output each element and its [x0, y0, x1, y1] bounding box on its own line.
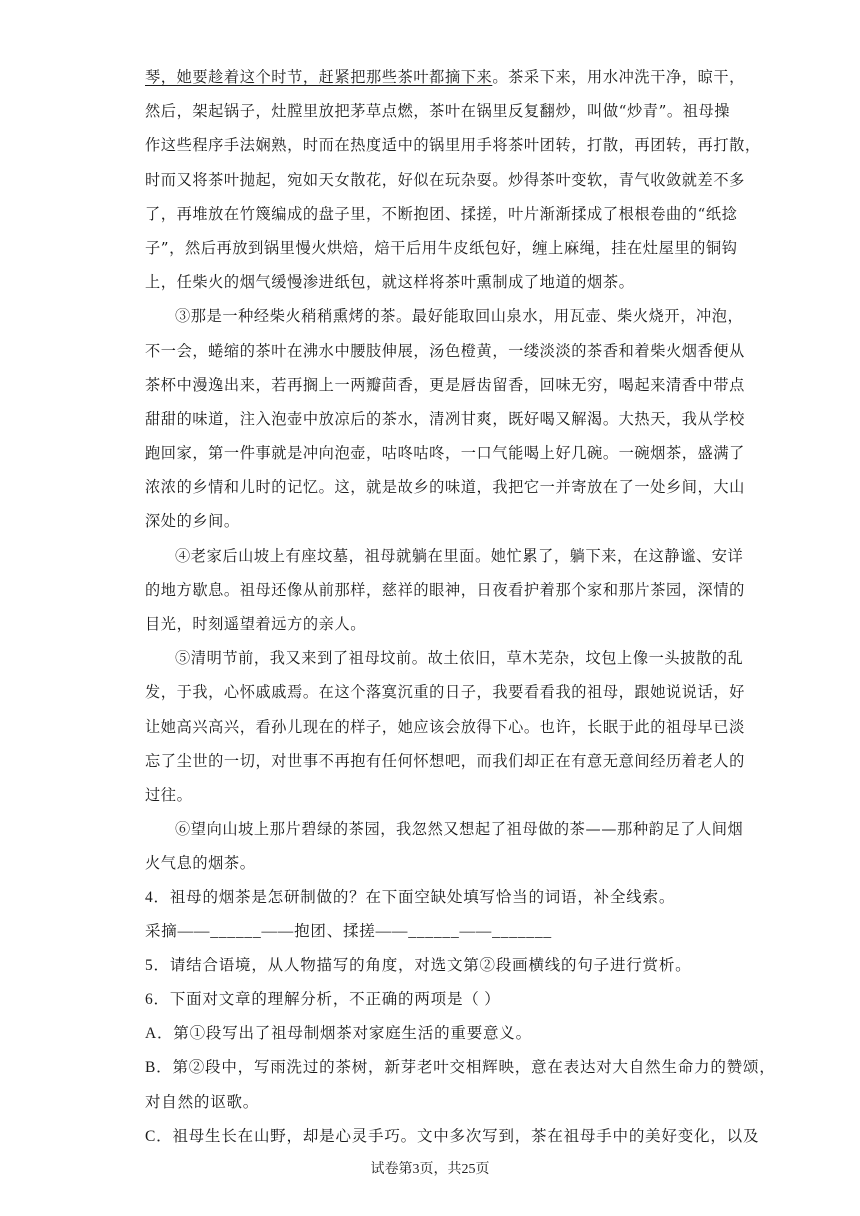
- passage-line: 火气息的烟茶。: [145, 854, 256, 873]
- passage-line: ③那是一种经柴火稍稍熏烤的茶。最好能取回山泉水，用瓦壶、柴火烧开，冲泡，: [175, 307, 744, 326]
- passage-line: 不一会，蜷缩的茶叶在沸水中腰肢伸展，汤色橙黄，一缕淡淡的茶香和着柴火烟香便从: [145, 341, 745, 360]
- passage-line: 跑回家，第一件事就是冲向泡壶，咕咚咕咚，一口气能喝上好几碗。一碗烟茶，盛满了: [145, 444, 745, 463]
- passage-line: 的地方歇息。祖母还像从前那样，慈祥的眼神，日夜看护着那个家和那片茶园，深情的: [145, 580, 745, 599]
- passage-line: 让她高兴高兴，看孙儿现在的样子，她应该会放得下心。也许，长眠于此的祖母早已淡: [145, 717, 745, 736]
- option-b: B．第②段中，写雨洗过的茶树，新芽老叶交相辉映，意在表达对大自然生命力的赞颂，: [145, 1059, 776, 1077]
- passage-text: 。茶采下来，用水冲洗干净，晾干，: [492, 68, 745, 86]
- passage-line: 上，任柴火的烟气缓慢渗进纸包，就这样将茶叶熏制成了地道的烟茶。: [145, 273, 635, 292]
- question-5: 5．请结合语境，从人物描写的角度，对选文第②段画横线的句子进行赏析。: [145, 956, 692, 974]
- option-a: A．第①段写出了祖母制烟茶对家庭生活的重要意义。: [145, 1025, 532, 1043]
- passage-line: 浓浓的乡情和儿时的记忆。这，就是故乡的味道，我把它一并寄放在了一处乡间，大山: [145, 478, 745, 497]
- underlined-sentence: 琴，她要趁着这个时节，赶紧把那些茶叶都摘下来: [145, 68, 493, 86]
- option-c: C．祖母生长在山野，却是心灵手巧。文中多次写到，茶在祖母手中的美好变化，以及: [145, 1127, 760, 1145]
- passage-line: ⑥望向山坡上那片碧绿的茶园，我忽然又想起了祖母做的茶——那种韵足了人间烟: [175, 820, 744, 839]
- passage-line: ⑤清明节前，我又来到了祖母坟前。故土依旧，草木芜杂，坟包上像一头披散的乱: [175, 649, 744, 668]
- passage-line: 发，于我，心怀戚戚焉。在这个落寞沉重的日子，我要看看我的祖母，跟她说说话，好: [145, 683, 745, 702]
- exam-page-content: [145, 60, 776, 1154]
- passage-line: 深处的乡间。: [145, 512, 240, 531]
- passage-line: ④老家后山坡上有座坟墓，祖母就躺在里面。她忙累了，躺下来，在这静谧、安详: [175, 546, 744, 565]
- passage-line: 目光，时刻遥望着远方的亲人。: [145, 615, 367, 633]
- passage-line: 茶杯中漫逸出来，若再搁上一两瓣茴香，更是唇齿留香，回味无穷，喝起来清香中带点: [145, 375, 745, 394]
- question-4-fill-blanks: 采摘——______——抱团、揉搓——______——_______: [145, 922, 552, 940]
- passage-line: [145, 60, 745, 94]
- passage-line: 了，再堆放在竹篾编成的盘子里，不断抱团、揉搓，叶片渐渐揉成了根根卷曲的“纸捻: [145, 204, 738, 223]
- page-footer: 试卷第3页，共25页: [370, 1162, 490, 1177]
- question-6: 6．下面对文章的理解分析，不正确的两项是（ ）: [145, 991, 501, 1009]
- option-b-continued: 对自然的讴歌。: [145, 1093, 260, 1111]
- passage-line: 时而又将茶叶抛起，宛如天女散花，好似在玩杂耍。炒得茶叶变软，青气收敛就差不多: [145, 170, 745, 189]
- passage-line: 甜甜的味道，注入泡壶中放凉后的茶水，清冽甘爽，既好喝又解渴。大热天，我从学校: [145, 409, 745, 428]
- passage-line: 子”，然后再放到锅里慢火烘焙，焙干后用牛皮纸包好，缠上麻绳，挂在灶屋里的铜钩: [145, 238, 738, 257]
- passage-line: 然后，架起锅子，灶膛里放把茅草点燃，茶叶在锅里反复翻炒，叫做“炒青”。祖母操: [145, 102, 731, 121]
- question-4: 4．祖母的烟茶是怎研制做的？在下面空缺处填写恰当的词语，补全线索。: [145, 888, 676, 906]
- passage-line: 过往。: [145, 785, 193, 804]
- passage-line: 忘了尘世的一切，对世事不再抱有任何怀想吧，而我们却正在有意无意间经历着老人的: [145, 751, 745, 770]
- passage-line: 作这些程序手法娴熟，时而在热度适中的锅里用手将茶叶团转，打散，再团转，再打散，: [145, 136, 761, 155]
